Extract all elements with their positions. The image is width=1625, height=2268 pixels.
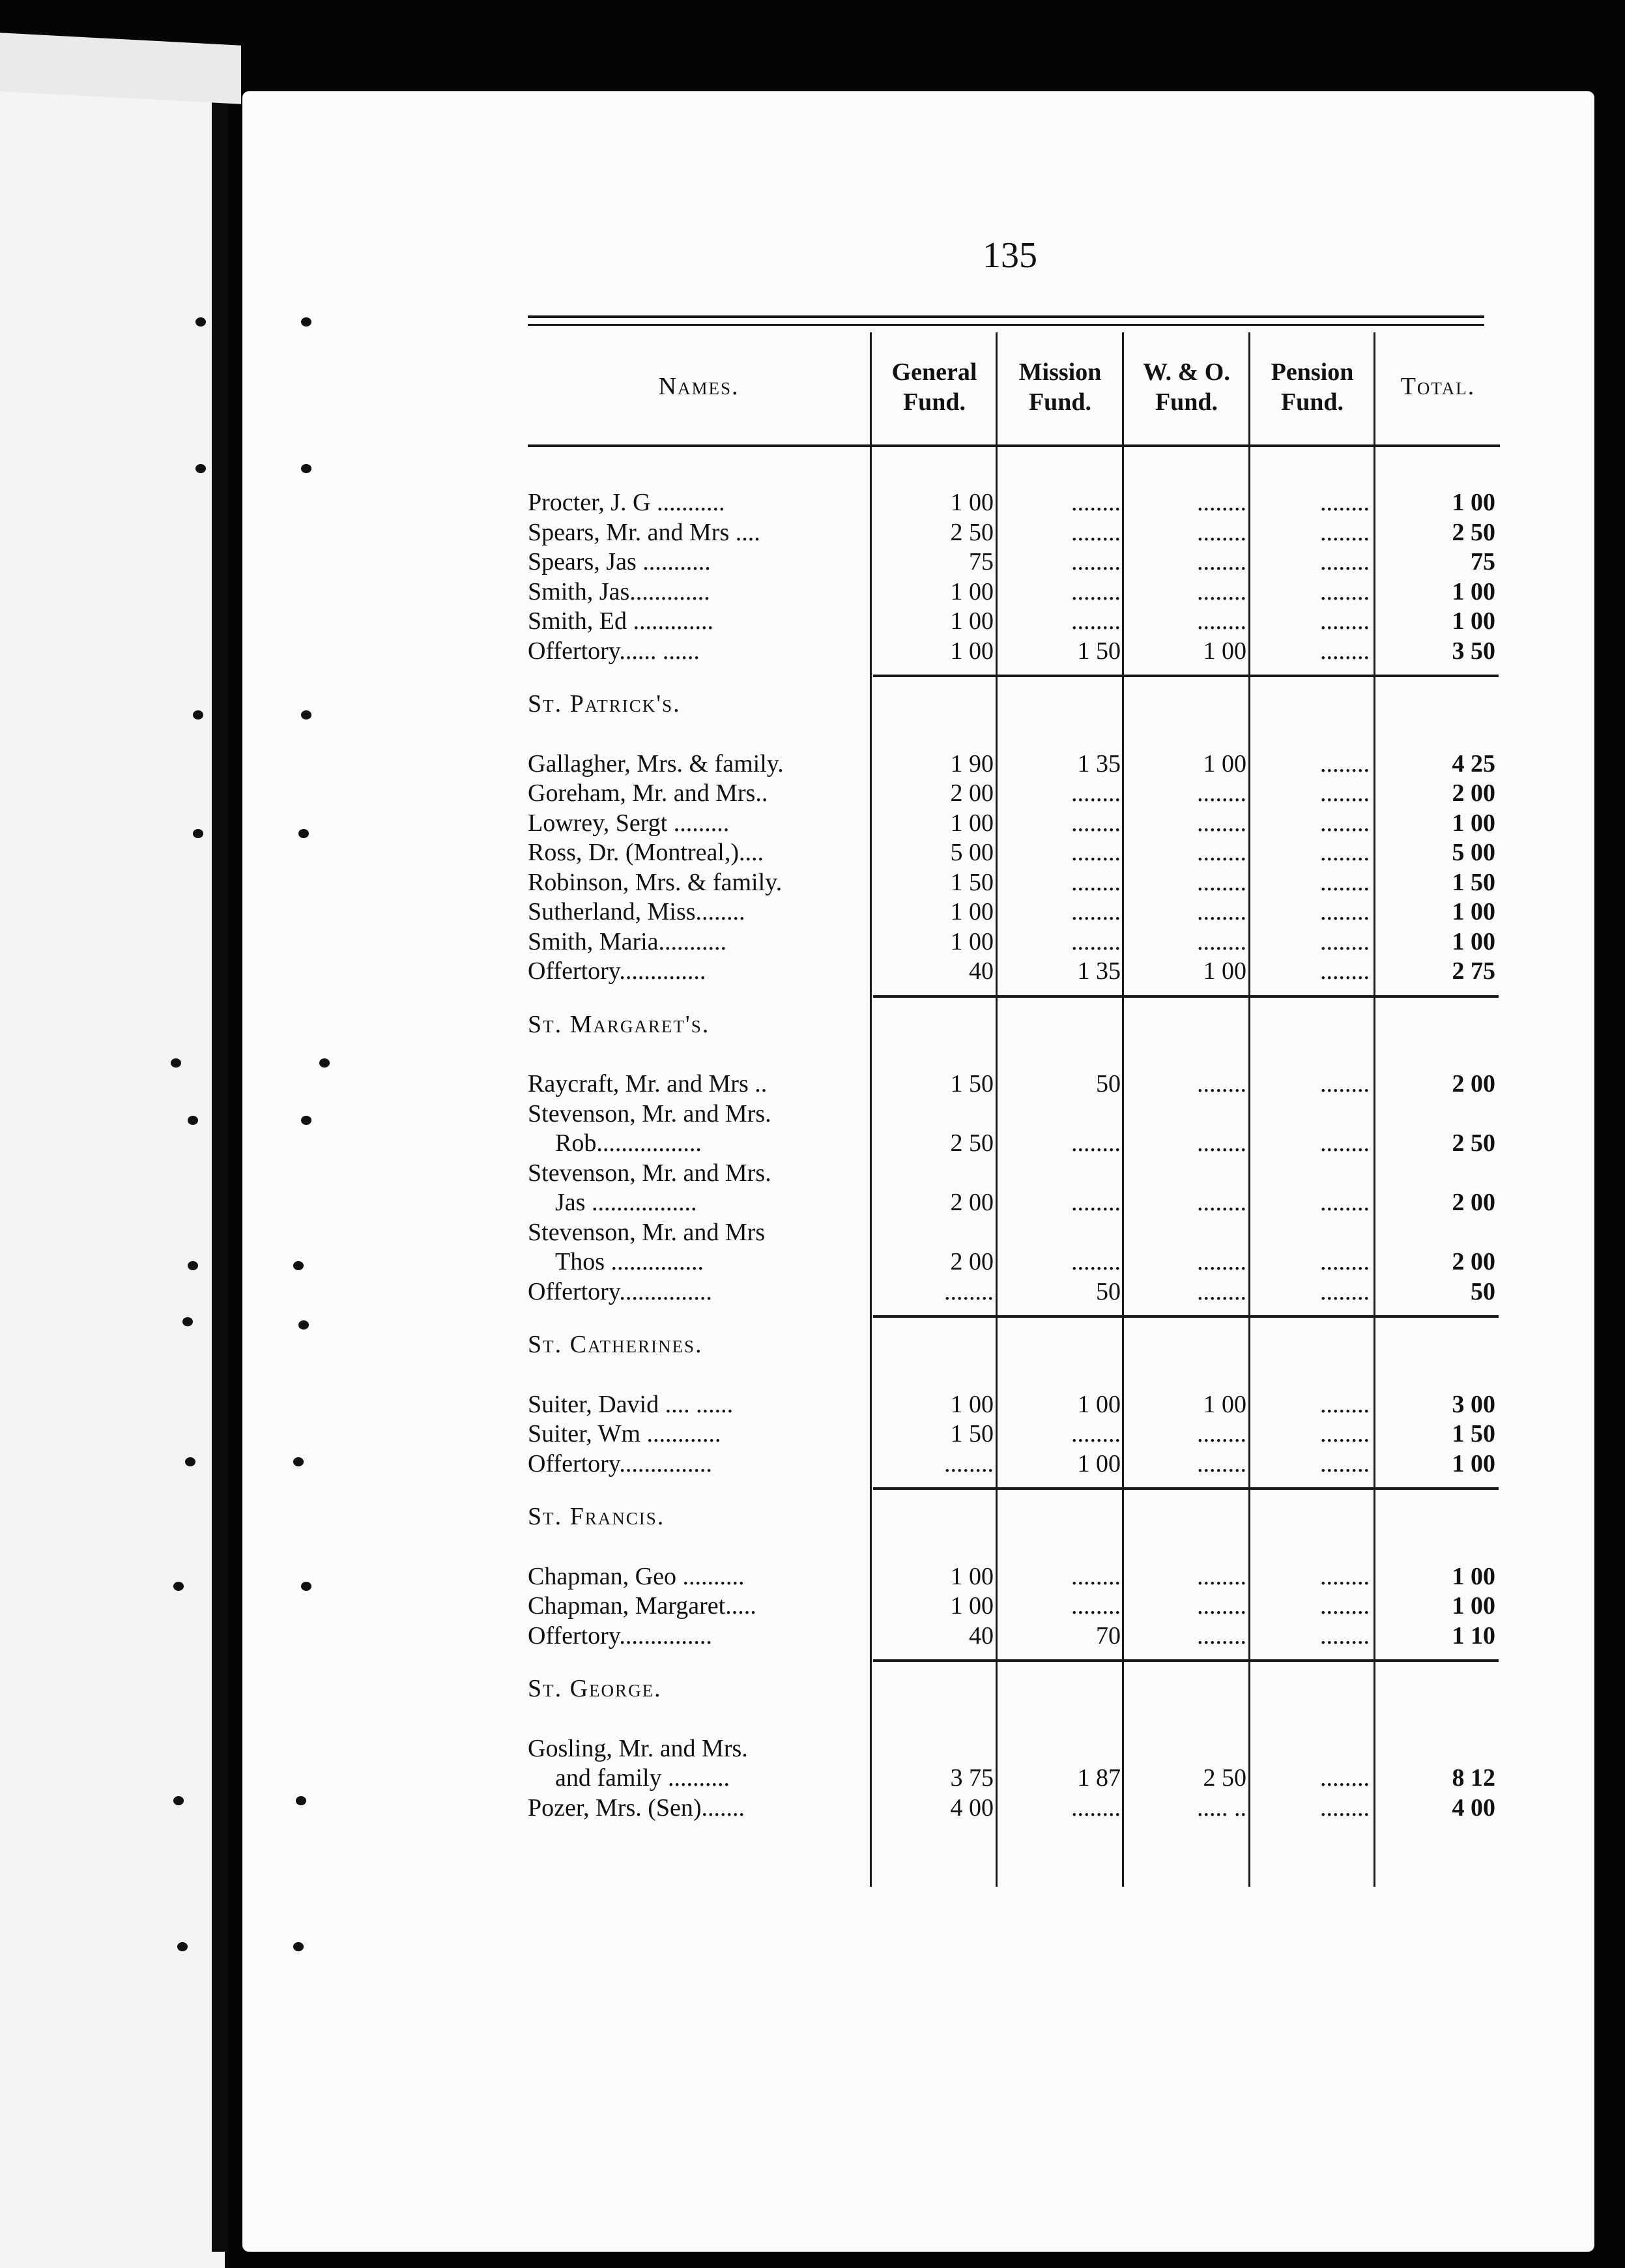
mission-fund-cell: ........ xyxy=(1071,518,1121,546)
general-fund-cell: 1 00 xyxy=(950,809,994,837)
margin-mark xyxy=(301,1582,311,1591)
table-row xyxy=(528,778,1499,808)
section-rule xyxy=(873,1487,1499,1490)
section-title: St. George. xyxy=(528,1675,662,1702)
general-fund-cell: 2 50 xyxy=(950,1129,994,1157)
margin-mark xyxy=(195,464,206,473)
pension-fund-cell: ........ xyxy=(1320,957,1370,985)
general-fund-cell: 2 50 xyxy=(950,518,994,546)
pension-fund-cell: ........ xyxy=(1320,489,1370,516)
general-fund-cell: 1 00 xyxy=(950,927,994,955)
pension-fund-cell: ........ xyxy=(1320,607,1370,635)
table-row xyxy=(528,1419,1499,1449)
table-row xyxy=(528,1621,1499,1651)
wo-fund-cell: ........ xyxy=(1197,518,1246,546)
total-cell xyxy=(1378,1099,1495,1129)
table-row xyxy=(528,1389,1499,1419)
pension-fund-cell: ........ xyxy=(1320,1129,1370,1157)
contributor-name: Spears, Mr. and Mrs .... xyxy=(528,518,760,546)
general-fund-cell: 1 00 xyxy=(950,898,994,925)
pension-fund-cell: ........ xyxy=(1320,637,1370,665)
mission-fund-cell: 1 00 xyxy=(1077,1449,1121,1477)
total-cell: 1 00 xyxy=(1452,1592,1495,1620)
contributor-name: Robinson, Mrs. & family. xyxy=(528,868,783,896)
general-fund-cell xyxy=(873,1734,994,1764)
contributor-name: Smith, Maria........... xyxy=(528,927,727,955)
pension-fund-cell: ........ xyxy=(1320,548,1370,575)
table-row xyxy=(528,487,1499,517)
pension-fund-cell: ........ xyxy=(1320,927,1370,955)
table-row xyxy=(528,1069,1499,1099)
contributor-name: Suiter, David .... ...... xyxy=(528,1390,734,1418)
total-cell: 75 xyxy=(1471,548,1495,575)
pension-fund-cell: ........ xyxy=(1320,1390,1370,1418)
total-cell: 50 xyxy=(1471,1277,1495,1305)
margin-mark xyxy=(171,1058,181,1068)
margin-mark xyxy=(298,1320,309,1330)
general-fund-cell: 1 50 xyxy=(950,868,994,896)
wo-fund-cell: ........ xyxy=(1197,1189,1246,1216)
wo-fund-cell: ........ xyxy=(1197,779,1246,807)
pension-fund-cell: ........ xyxy=(1320,779,1370,807)
total-cell xyxy=(1378,1734,1495,1764)
contributor-name: Spears, Jas ........... xyxy=(528,548,711,575)
wo-fund-cell: ........ xyxy=(1197,489,1246,516)
mission-fund-cell: 50 xyxy=(1096,1277,1121,1305)
total-cell: 1 00 xyxy=(1452,1449,1495,1477)
table-row xyxy=(528,1128,1499,1158)
general-fund-cell: 5 00 xyxy=(950,839,994,866)
total-cell xyxy=(1378,1158,1495,1188)
total-cell: 1 00 xyxy=(1452,927,1495,955)
general-fund-cell: 2 00 xyxy=(950,779,994,807)
table-row xyxy=(528,1187,1499,1217)
contributor-name: Gallagher, Mrs. & family. xyxy=(528,749,784,778)
margin-mark xyxy=(301,710,311,720)
margin-mark xyxy=(293,1261,304,1270)
total-cell: 1 00 xyxy=(1452,607,1495,635)
wo-fund-cell xyxy=(1126,1099,1246,1129)
table-row xyxy=(528,1763,1499,1793)
wo-fund-cell: 1 00 xyxy=(1203,1390,1246,1418)
wo-fund-cell: ........ xyxy=(1197,1129,1246,1157)
total-cell: 1 10 xyxy=(1452,1621,1495,1650)
top-rule-secondary xyxy=(528,324,1484,326)
table-row xyxy=(528,1793,1499,1823)
contributor-name: Lowrey, Sergt ......... xyxy=(528,809,730,837)
table-row xyxy=(528,577,1499,607)
section-rule xyxy=(873,675,1499,677)
table-row xyxy=(528,606,1499,636)
pension-fund-cell: ........ xyxy=(1320,1764,1370,1792)
contributor-name: Offertory............... xyxy=(528,1277,712,1305)
section-title: St. Patrick's. xyxy=(528,690,681,718)
table-row xyxy=(528,1734,1499,1764)
table-row xyxy=(528,1277,1499,1307)
wo-fund-cell: ........ xyxy=(1197,809,1246,837)
table-row xyxy=(528,867,1499,897)
wo-fund-cell: ........ xyxy=(1197,927,1246,955)
margin-mark xyxy=(177,1942,188,1951)
margin-mark xyxy=(301,317,311,327)
contributor-name: Raycraft, Mr. and Mrs .. xyxy=(528,1070,768,1098)
contributor-name: Ross, Dr. (Montreal,).... xyxy=(528,839,764,866)
pension-fund-cell xyxy=(1252,1158,1370,1188)
table-row xyxy=(528,837,1499,867)
mission-fund-cell xyxy=(1000,1217,1121,1247)
total-cell: 1 00 xyxy=(1452,1562,1495,1590)
margin-mark xyxy=(296,1796,306,1805)
general-fund-cell: 1 00 xyxy=(950,607,994,635)
pension-fund-cell: ........ xyxy=(1320,1592,1370,1620)
mission-fund-cell: 1 35 xyxy=(1077,957,1121,985)
pension-fund-cell: ........ xyxy=(1320,577,1370,605)
contributor-name: Chapman, Margaret..... xyxy=(528,1592,756,1620)
pension-fund-cell: ........ xyxy=(1320,839,1370,866)
total-cell: 2 00 xyxy=(1452,1189,1495,1216)
section-rule xyxy=(873,1659,1499,1662)
margin-mark xyxy=(173,1582,184,1591)
wo-fund-cell: ........ xyxy=(1197,1420,1246,1447)
wo-fund-cell: ........ xyxy=(1197,898,1246,925)
table-row xyxy=(528,517,1499,547)
wo-fund-cell: 1 00 xyxy=(1203,749,1246,778)
mission-fund-cell: 70 xyxy=(1096,1621,1121,1650)
general-fund-cell: ........ xyxy=(944,1449,994,1477)
mission-fund-cell xyxy=(1000,1099,1121,1129)
contributor-name: and family .......... xyxy=(555,1764,730,1792)
table-row xyxy=(528,808,1499,838)
contributor-name: Rob................. xyxy=(555,1129,702,1157)
contributor-name: Procter, J. G ........... xyxy=(528,489,725,516)
mission-fund-cell: ........ xyxy=(1071,577,1121,605)
mission-fund-cell xyxy=(1000,1158,1121,1188)
total-cell: 8 12 xyxy=(1452,1764,1495,1792)
mission-fund-cell: ........ xyxy=(1071,1794,1121,1822)
header-mission-fund: Mission Fund. xyxy=(1018,358,1102,416)
table-row xyxy=(528,1449,1499,1479)
section-heading xyxy=(528,1674,1499,1704)
table-row xyxy=(528,1591,1499,1621)
total-cell: 2 75 xyxy=(1452,957,1495,985)
pension-fund-cell: ........ xyxy=(1320,1621,1370,1650)
table-row xyxy=(528,897,1499,927)
margin-mark xyxy=(193,829,203,838)
header-wo-fund: W. & O. Fund. xyxy=(1143,358,1230,416)
wo-fund-cell: ........ xyxy=(1197,1070,1246,1098)
section-title: St. Margaret's. xyxy=(528,1010,710,1038)
contributor-name: Suiter, Wm ............ xyxy=(528,1420,721,1447)
general-fund-cell: 1 90 xyxy=(950,749,994,778)
wo-fund-cell xyxy=(1126,1734,1246,1764)
general-fund-cell: 40 xyxy=(969,1621,994,1650)
wo-fund-cell: ........ xyxy=(1197,577,1246,605)
wo-fund-cell: ........ xyxy=(1197,1562,1246,1590)
wo-fund-cell: 1 00 xyxy=(1203,957,1246,985)
general-fund-cell: 40 xyxy=(969,957,994,985)
pension-fund-cell: ........ xyxy=(1320,1420,1370,1447)
margin-mark xyxy=(319,1058,330,1068)
table-row xyxy=(528,1099,1499,1129)
table-row xyxy=(528,636,1499,666)
wo-fund-cell xyxy=(1126,1217,1246,1247)
mission-fund-cell: 50 xyxy=(1096,1070,1121,1098)
header-rule xyxy=(528,444,1500,447)
margin-mark xyxy=(188,1261,198,1270)
margin-mark xyxy=(298,829,309,838)
mission-fund-cell xyxy=(1000,1734,1121,1764)
section-rule xyxy=(873,995,1499,998)
contributor-name: Smith, Jas............. xyxy=(528,577,710,605)
wo-fund-cell: ........ xyxy=(1197,868,1246,896)
table-row xyxy=(528,1158,1499,1188)
mission-fund-cell: ........ xyxy=(1071,809,1121,837)
section-heading xyxy=(528,689,1499,719)
table-row xyxy=(528,1562,1499,1592)
header-general-fund: General Fund. xyxy=(891,358,977,416)
total-cell xyxy=(1378,1217,1495,1247)
margin-mark xyxy=(293,1942,304,1951)
pension-fund-cell: ........ xyxy=(1320,868,1370,896)
general-fund-cell: ........ xyxy=(944,1277,994,1305)
general-fund-cell: 2 00 xyxy=(950,1189,994,1216)
wo-fund-cell: ........ xyxy=(1197,548,1246,575)
contributor-name: Smith, Ed ............. xyxy=(528,607,714,635)
section-title: St. Francis. xyxy=(528,1503,665,1530)
general-fund-cell: 4 00 xyxy=(950,1794,994,1822)
pension-fund-cell xyxy=(1252,1734,1370,1764)
facing-page-edge xyxy=(0,62,225,2268)
table-row xyxy=(528,927,1499,957)
total-cell: 5 00 xyxy=(1452,839,1495,866)
pension-fund-cell xyxy=(1252,1099,1370,1129)
wo-fund-cell: ........ xyxy=(1197,1449,1246,1477)
general-fund-cell: 1 00 xyxy=(950,1390,994,1418)
pension-fund-cell: ........ xyxy=(1320,898,1370,925)
general-fund-cell: 1 00 xyxy=(950,1592,994,1620)
margin-mark xyxy=(188,1116,198,1125)
general-fund-cell xyxy=(873,1099,994,1129)
section-heading xyxy=(528,1010,1499,1040)
total-cell: 2 50 xyxy=(1452,1129,1495,1157)
contributor-name: Chapman, Geo .......... xyxy=(528,1562,745,1590)
margin-mark xyxy=(193,710,203,720)
margin-mark xyxy=(173,1796,184,1805)
contributor-name: Gosling, Mr. and Mrs. xyxy=(528,1734,748,1762)
general-fund-cell: 2 00 xyxy=(950,1248,994,1275)
total-cell: 1 00 xyxy=(1452,489,1495,516)
wo-fund-cell: 1 00 xyxy=(1203,637,1246,665)
general-fund-cell xyxy=(873,1217,994,1247)
mission-fund-cell: ........ xyxy=(1071,898,1121,925)
contributor-name: Sutherland, Miss........ xyxy=(528,898,745,925)
mission-fund-cell: 1 35 xyxy=(1077,749,1121,778)
general-fund-cell: 1 00 xyxy=(950,489,994,516)
total-cell: 2 50 xyxy=(1452,518,1495,546)
contributor-name: Goreham, Mr. and Mrs.. xyxy=(528,779,768,807)
contributor-name: Offertory...... ...... xyxy=(528,637,700,665)
contributor-name: Stevenson, Mr. and Mrs. xyxy=(528,1099,771,1127)
header-total: Total. xyxy=(1400,373,1476,400)
pension-fund-cell: ........ xyxy=(1320,749,1370,778)
pension-fund-cell: ........ xyxy=(1320,1189,1370,1216)
pension-fund-cell: ........ xyxy=(1320,809,1370,837)
margin-mark xyxy=(293,1457,304,1466)
contributor-name: Jas ................. xyxy=(555,1189,697,1216)
mission-fund-cell: ........ xyxy=(1071,927,1121,955)
wo-fund-cell: 2 50 xyxy=(1203,1764,1246,1792)
mission-fund-cell: ........ xyxy=(1071,1189,1121,1216)
wo-fund-cell: ........ xyxy=(1197,839,1246,866)
mission-fund-cell: ........ xyxy=(1071,868,1121,896)
table-row xyxy=(528,1247,1499,1277)
pension-fund-cell: ........ xyxy=(1320,1562,1370,1590)
mission-fund-cell: ........ xyxy=(1071,607,1121,635)
general-fund-cell xyxy=(873,1158,994,1188)
top-rule xyxy=(528,315,1484,318)
margin-mark xyxy=(195,317,206,327)
contributor-name: Stevenson, Mr. and Mrs. xyxy=(528,1159,771,1187)
page-number: 135 xyxy=(983,235,1037,276)
general-fund-cell: 1 00 xyxy=(950,1562,994,1590)
contributor-name: Thos ............... xyxy=(555,1248,704,1275)
pension-fund-cell: ........ xyxy=(1320,1449,1370,1477)
mission-fund-cell: ........ xyxy=(1071,489,1121,516)
total-cell: 4 00 xyxy=(1452,1794,1495,1822)
mission-fund-cell: ........ xyxy=(1071,1129,1121,1157)
total-cell: 4 25 xyxy=(1452,749,1495,778)
section-title: St. Catherines. xyxy=(528,1331,703,1358)
pension-fund-cell: ........ xyxy=(1320,1248,1370,1275)
table-row xyxy=(528,956,1499,986)
total-cell: 3 50 xyxy=(1452,637,1495,665)
mission-fund-cell: ........ xyxy=(1071,779,1121,807)
header-pension-fund: Pension Fund. xyxy=(1271,358,1354,416)
total-cell: 1 00 xyxy=(1452,577,1495,605)
general-fund-cell: 1 00 xyxy=(950,637,994,665)
mission-fund-cell: ........ xyxy=(1071,1420,1121,1447)
general-fund-cell: 1 50 xyxy=(950,1420,994,1447)
total-cell: 1 00 xyxy=(1452,898,1495,925)
total-cell: 3 00 xyxy=(1452,1390,1495,1418)
section-rule xyxy=(873,1315,1499,1318)
wo-fund-cell: ........ xyxy=(1197,1592,1246,1620)
contributor-name: Offertory.............. xyxy=(528,957,706,985)
table-row xyxy=(528,1217,1499,1247)
section-heading xyxy=(528,1330,1499,1359)
general-fund-cell: 75 xyxy=(969,548,994,575)
total-cell: 1 50 xyxy=(1452,868,1495,896)
contributor-name: Pozer, Mrs. (Sen)....... xyxy=(528,1794,745,1822)
pension-fund-cell: ........ xyxy=(1320,1794,1370,1822)
section-heading xyxy=(528,1502,1499,1532)
mission-fund-cell: ........ xyxy=(1071,839,1121,866)
table-row xyxy=(528,749,1499,779)
margin-mark xyxy=(182,1317,193,1326)
wo-fund-cell: ........ xyxy=(1197,607,1246,635)
contributor-name: Offertory............... xyxy=(528,1621,712,1650)
mission-fund-cell: ........ xyxy=(1071,1248,1121,1275)
total-cell: 2 00 xyxy=(1452,779,1495,807)
mission-fund-cell: ........ xyxy=(1071,1592,1121,1620)
pension-fund-cell: ........ xyxy=(1320,1277,1370,1305)
margin-mark xyxy=(301,1116,311,1125)
total-cell: 1 50 xyxy=(1452,1420,1495,1447)
wo-fund-cell xyxy=(1126,1158,1246,1188)
contributor-name: Offertory............... xyxy=(528,1449,712,1477)
general-fund-cell: 1 50 xyxy=(950,1070,994,1098)
pension-fund-cell xyxy=(1252,1217,1370,1247)
book-spine xyxy=(212,101,227,2252)
margin-mark xyxy=(301,464,311,473)
mission-fund-cell: ........ xyxy=(1071,1562,1121,1590)
header-names: Names. xyxy=(658,373,740,400)
mission-fund-cell: 1 00 xyxy=(1077,1390,1121,1418)
general-fund-cell: 1 00 xyxy=(950,577,994,605)
margin-mark xyxy=(185,1457,195,1466)
mission-fund-cell: 1 87 xyxy=(1077,1764,1121,1792)
mission-fund-cell: ........ xyxy=(1071,548,1121,575)
mission-fund-cell: 1 50 xyxy=(1077,637,1121,665)
total-cell: 2 00 xyxy=(1452,1070,1495,1098)
wo-fund-cell: ........ xyxy=(1197,1248,1246,1275)
pension-fund-cell: ........ xyxy=(1320,518,1370,546)
total-cell: 2 00 xyxy=(1452,1248,1495,1275)
table-row xyxy=(528,547,1499,577)
wo-fund-cell: ........ xyxy=(1197,1277,1246,1305)
wo-fund-cell: ..... .. xyxy=(1197,1794,1246,1822)
contributor-name: Stevenson, Mr. and Mrs xyxy=(528,1218,766,1246)
pension-fund-cell: ........ xyxy=(1320,1070,1370,1098)
total-cell: 1 00 xyxy=(1452,809,1495,837)
general-fund-cell: 3 75 xyxy=(950,1764,994,1792)
wo-fund-cell: ........ xyxy=(1197,1621,1246,1650)
